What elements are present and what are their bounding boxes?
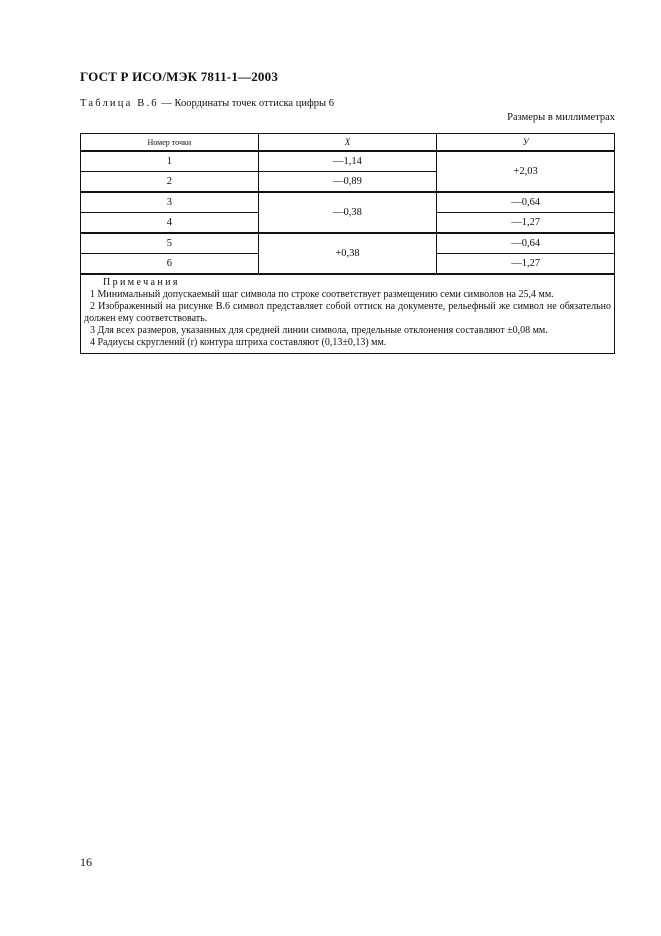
- table-caption-text: — Координаты точек оттиска цифры 6: [158, 98, 334, 109]
- units-note: Размеры в миллиметрах: [507, 112, 615, 123]
- notes-row: [81, 274, 615, 354]
- notes-title: Примечания: [103, 277, 180, 288]
- table-caption-label: Таблица В.6: [80, 98, 159, 109]
- header-y: У: [437, 134, 615, 152]
- table-row: [81, 192, 615, 213]
- x-value-cell: —0,38: [258, 192, 437, 233]
- y-value-cell: —0,64: [437, 233, 615, 254]
- x-value-cell: —0,89: [258, 172, 437, 193]
- document-header: ГОСТ Р ИСО/МЭК 7811-1—2003: [80, 69, 279, 84]
- table-header-row: [81, 134, 615, 152]
- notes-cell: [81, 274, 615, 354]
- table-caption: [80, 98, 334, 109]
- point-number-cell: 4: [81, 213, 259, 234]
- table-row: [81, 233, 615, 254]
- note-item: 4 Радиусы скруглений (r) контура штриха составляют (0,13±0,13) мм.: [90, 337, 387, 348]
- point-number-cell: 6: [81, 254, 259, 275]
- table-row: [81, 151, 615, 172]
- point-number-cell: 2: [81, 172, 259, 193]
- y-value-cell: —1,27: [437, 254, 615, 275]
- coordinates-table: [80, 133, 615, 354]
- page-number: 16: [80, 855, 92, 869]
- point-number-cell: 3: [81, 192, 259, 213]
- y-value-cell: —1,27: [437, 213, 615, 234]
- note-item: 3 Для всех размеров, указанных для средней линии символа, предельные отклонения составляют ±0,08 мм.: [90, 325, 548, 336]
- note-item: 1 Минимальный допускаемый шаг символа по строке соответствует размещению семи символов на 25,4 мм.: [90, 289, 554, 300]
- y-value-cell: —0,64: [437, 192, 615, 213]
- x-value-cell: +0,38: [258, 233, 437, 274]
- header-x: X: [258, 134, 437, 152]
- y-value-cell: +2,03: [437, 151, 615, 192]
- point-number-cell: 1: [81, 151, 259, 172]
- point-number-cell: 5: [81, 233, 259, 254]
- x-value-cell: —1,14: [258, 151, 437, 172]
- header-point-number: Номер точки: [81, 134, 259, 152]
- note-item: 2 Изображенный на рисунке В.6 символ представляет собой оттиск на документе, рельефный же символ не обязательно должен ему соответствовать.: [84, 301, 611, 324]
